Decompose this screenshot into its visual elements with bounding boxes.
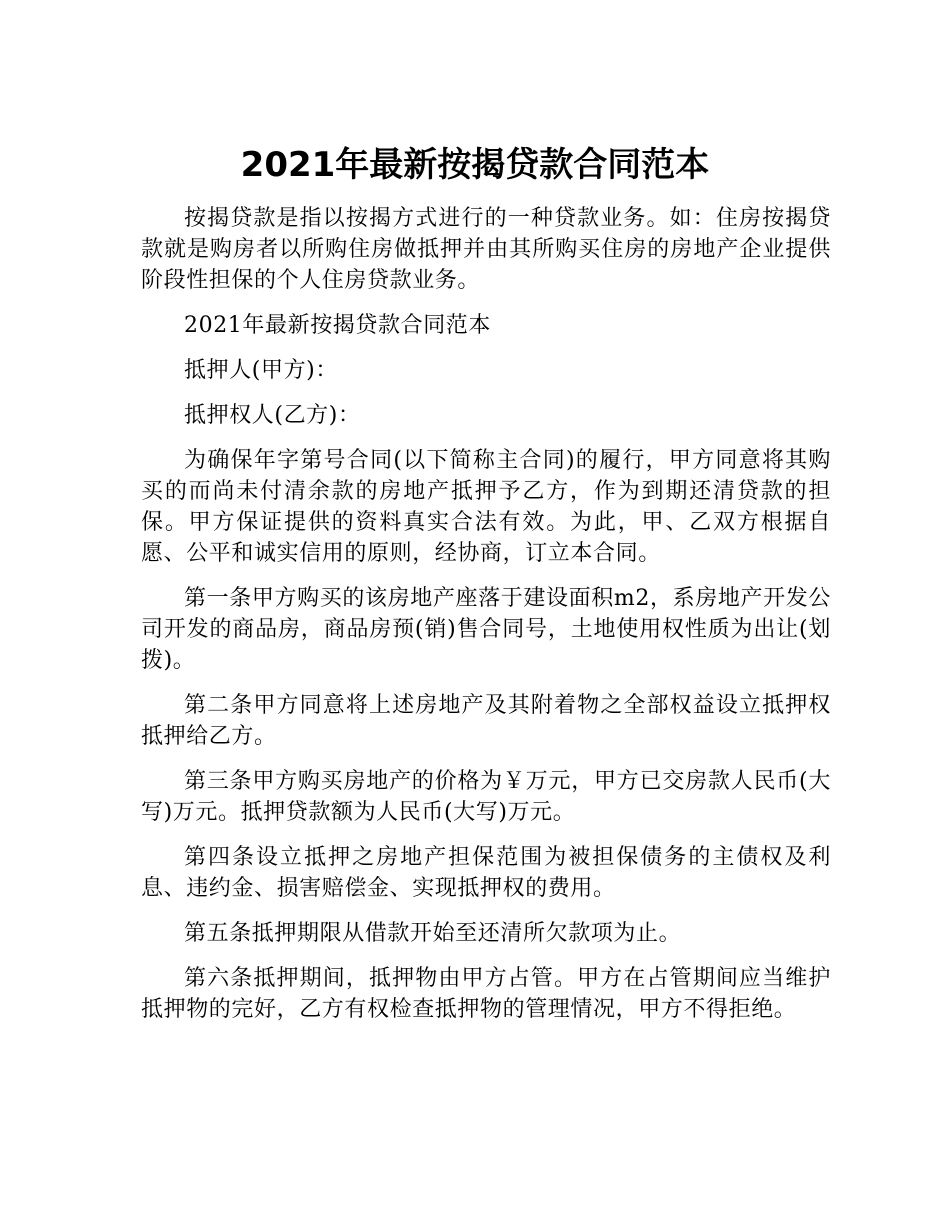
article-2-paragraph: 第二条甲方同意将上述房地产及其附着物之全部权益设立抵押权抵押给乙方。 bbox=[141, 693, 831, 749]
preamble-paragraph: 为确保年字第号合同(以下简称主合同)的履行，甲方同意将其购买的而尚未付清余款的房地产抵押予乙方，作为到期还清贷款的担保。甲方保证提供的资料真实合法有效。为此，甲、乙双方根据自愿、公平和诚实信用的原则，经协商，订立本合同。 bbox=[141, 448, 831, 566]
article-3-paragraph: 第三条甲方购买房地产的价格为￥万元，甲方已交房款人民币(大写)万元。抵押贷款额为人民币(大写)万元。 bbox=[141, 769, 831, 825]
contract-heading-paragraph: 2021年最新按揭贷款合同范本 bbox=[184, 313, 491, 338]
intro-paragraph: 按揭贷款是指以按揭方式进行的一种贷款业务。如：住房按揭贷款就是购房者以所购住房做抵押并由其所购买住房的房地产企业提供阶段性担保的个人住房贷款业务。 bbox=[141, 206, 831, 293]
mortgagor-paragraph: 抵押人(甲方)： bbox=[184, 358, 338, 383]
article-6-paragraph: 第六条抵押期间，抵押物由甲方占管。甲方在占管期间应当维护抵押物的完好，乙方有权检查抵押物的管理情况，甲方不得拒绝。 bbox=[141, 966, 831, 1022]
article-4-paragraph: 第四条设立抵押之房地产担保范围为被担保债务的主债权及利息、违约金、损害赔偿金、实现抵押权的费用。 bbox=[141, 845, 831, 901]
mortgagee-paragraph: 抵押权人(乙方)： bbox=[184, 403, 361, 428]
document-title: 2021年最新按揭贷款合同范本 bbox=[240, 144, 710, 185]
article-1-paragraph: 第一条甲方购买的该房地产座落于建设面积m2，系房地产开发公司开发的商品房，商品房预(销)售合同号，土地使用权性质为出让(划拨)。 bbox=[141, 586, 831, 673]
article-5-paragraph: 第五条抵押期限从借款开始至还清所欠款项为止。 bbox=[184, 921, 682, 946]
document-body bbox=[141, 203, 831, 1039]
